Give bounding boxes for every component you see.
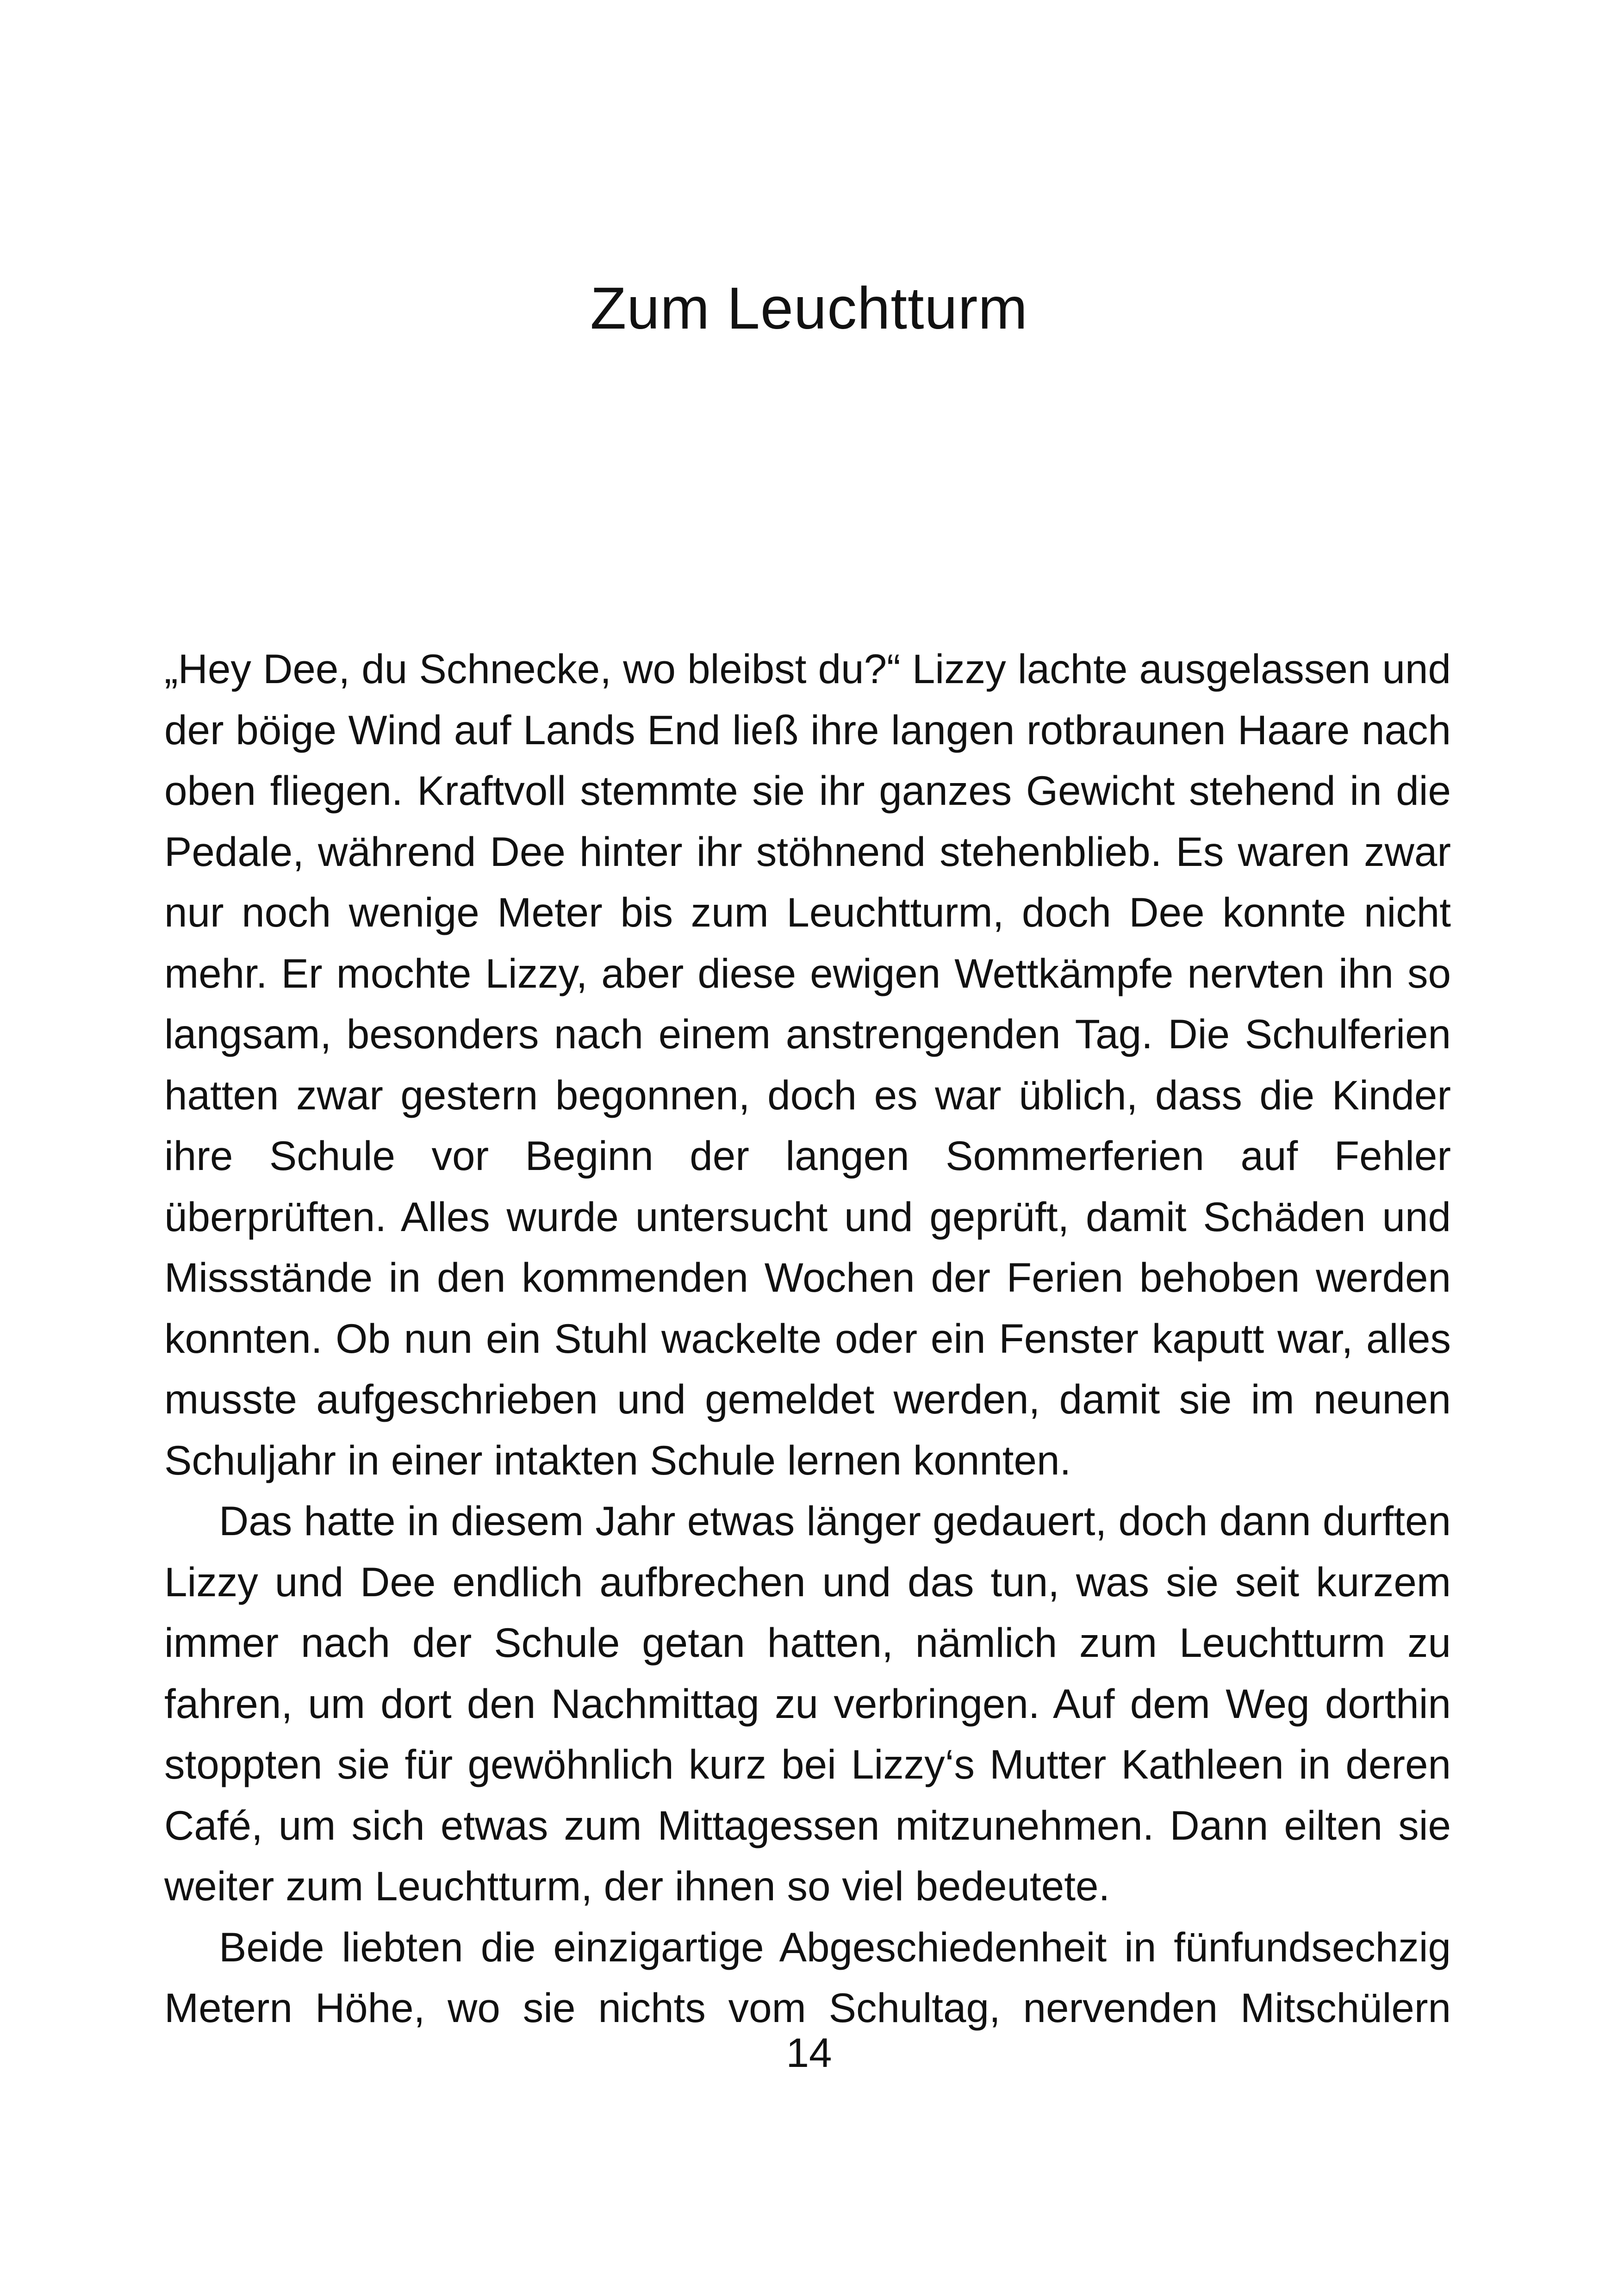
body-text	[164, 639, 1451, 2031]
page-number: 14	[786, 2029, 832, 2076]
text-line: nur noch wenige Meter bis zum Leuchtturm, doch Dee konnte nicht	[164, 889, 1451, 935]
text-line: langsam, besonders nach einem anstrengenden Tag. Die Schulferien	[164, 1011, 1451, 1057]
text-line: stoppten sie für gewöhnlich kurz bei Lizzy‘s Mutter Kathleen in deren	[164, 1741, 1451, 1787]
text-line: mehr. Er mochte Lizzy, aber diese ewigen Wettkämpfe nervten ihn so	[164, 950, 1451, 996]
text-line: Café, um sich etwas zum Mittagessen mitzunehmen. Dann eilten sie	[164, 1802, 1451, 1848]
text-line: konnten. Ob nun ein Stuhl wackelte oder ein Fenster kaputt war, alles	[164, 1315, 1451, 1362]
text-line: hatten zwar gestern begonnen, doch es war üblich, dass die Kinder	[164, 1071, 1451, 1118]
text-line: oben fliegen. Kraftvoll stemmte sie ihr ganzes Gewicht stehend in die	[164, 767, 1451, 814]
text-line: der böige Wind auf Lands End ließ ihre langen rotbraunen Haare nach	[164, 706, 1451, 753]
text-line: ihre Schule vor Beginn der langen Sommerferien auf Fehler	[164, 1132, 1451, 1179]
paragraph-3	[164, 1917, 1451, 2039]
paragraph-1	[164, 639, 1451, 1491]
text-line: fahren, um dort den Nachmittag zu verbringen. Auf dem Weg dorthin	[164, 1680, 1451, 1727]
text-line: Lizzy und Dee endlich aufbrechen und das tun, was sie seit kurzem	[164, 1558, 1451, 1605]
text-line: „Hey Dee, du Schnecke, wo bleibst du?“ Lizzy lachte ausgelassen und	[164, 646, 1451, 692]
text-line: weiter zum Leuchtturm, der ihnen so viel bedeutete.	[164, 1863, 1110, 1909]
text-line: Pedale, während Dee hinter ihr stöhnend stehenblieb. Es waren zwar	[164, 828, 1451, 875]
text-line: Metern Höhe, wo sie nichts vom Schultag, nervenden Mitschülern	[164, 1985, 1451, 2031]
text-line: Das hatte in diesem Jahr etwas länger gedauert, doch dann durften	[219, 1498, 1451, 1544]
text-line: musste aufgeschrieben und gemeldet werden, damit sie im neunen	[164, 1376, 1451, 1422]
text-line: Schuljahr in einer intakten Schule lernen konnten.	[164, 1437, 1071, 1483]
paragraph-2	[164, 1491, 1451, 1917]
text-line: Beide liebten die einzigartige Abgeschiedenheit in fünfundsechzig	[219, 1923, 1451, 1970]
chapter-title: Zum Leuchtturm	[590, 275, 1028, 342]
text-line: Missstände in den kommenden Wochen der Ferien behoben werden	[164, 1254, 1451, 1300]
text-line: immer nach der Schule getan hatten, nämlich zum Leuchtturm zu	[164, 1619, 1451, 1666]
text-line: überprüften. Alles wurde untersucht und geprüft, damit Schäden und	[164, 1193, 1451, 1240]
